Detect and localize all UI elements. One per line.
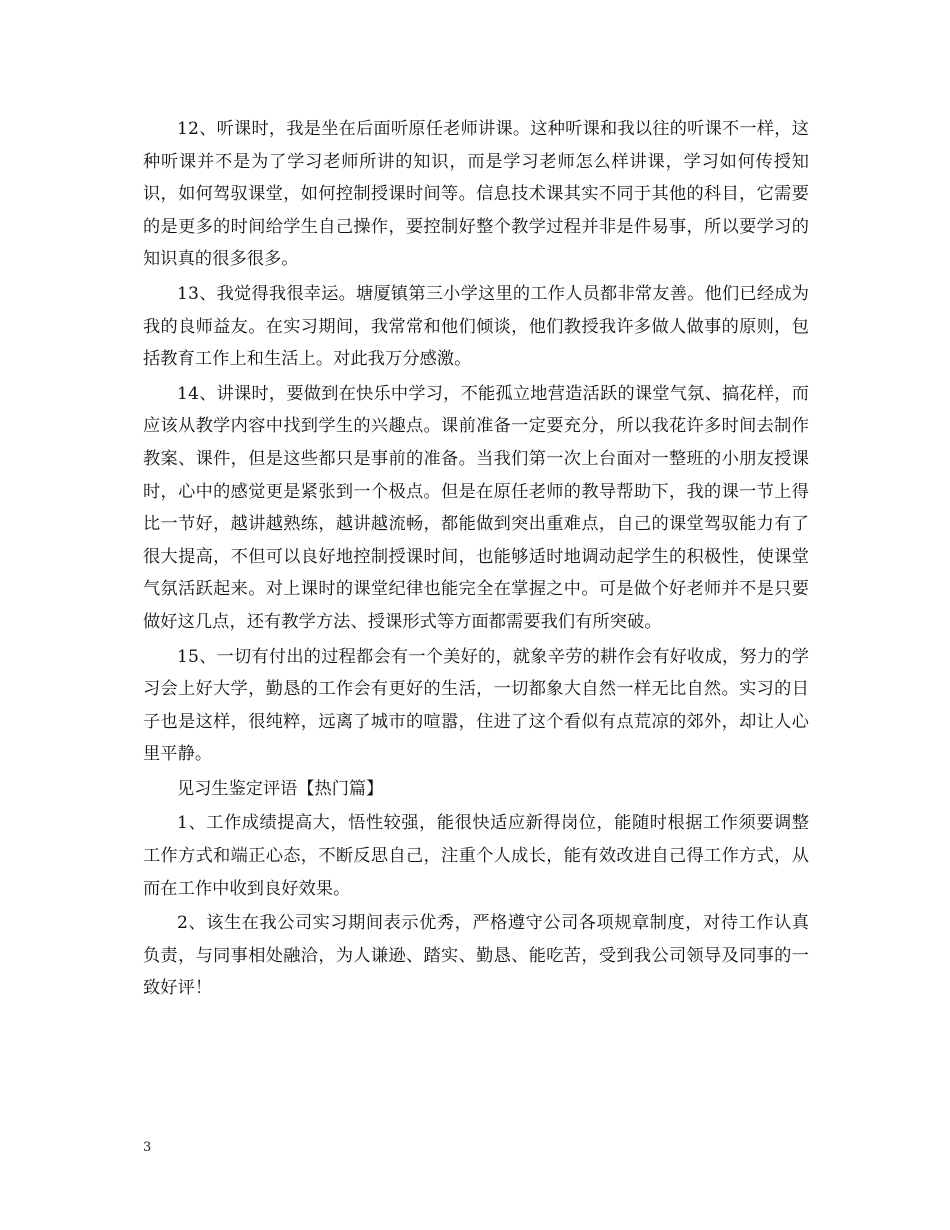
paragraph-14: 14、讲课时，要做到在快乐中学习，不能孤立地营造活跃的课堂气氛、搞花样，而应该从教学内容中找到学生的兴趣点。课前准备一定要充分，所以我花许多时间去制作教案、课件，但是这些都只是事前的准备。当我们第一次上台面对一整班的小朋友授课时，心中的感觉更是紧张到一个极点。但是在原任老师的教导帮助下，我的课一节上得比一节好，越讲越熟练，越讲越流畅，都能做到突出重难点，自己的课堂驾驭能力有了很大提高，不但可以良好地控制授课时间，也能够适时地调动起学生的积极性，使课堂气氛活跃起来。对上课时的课堂纪律也能完全在掌握之中。可是做个好老师并不是只要做好这几点，还有教学方法、授课形式等方面都需要我们有所突破。 bbox=[143, 383, 809, 632]
paragraph-13: 13、我觉得我很幸运。塘厦镇第三小学这里的工作人员都非常友善。他们已经成为我的良师益友。在实习期间，我常常和他们倾谈，他们教授我许多做人做事的原则，包括教育工作上和生活上。对此我万分感激。 bbox=[143, 283, 809, 370]
paragraph-15: 15、一切有付出的过程都会有一个美好的，就象辛劳的耕作会有好收成，努力的学习会上好大学，勤恳的工作会有更好的生活，一切都象大自然一样无比自然。实习的日子也是这样，很纯粹，远离了城市的喧嚣，住进了这个看似有点荒凉的郊外，却让人心里平静。 bbox=[143, 646, 809, 765]
evaluation-item-2: 2、该生在我公司实习期间表示优秀，严格遵守公司各项规章制度，对待工作认真负责，与同事相处融洽，为人谦逊、踏实、勤恳、能吃苦，受到我公司领导及同事的一致好评！ bbox=[143, 913, 809, 999]
paragraph-12: 12、听课时，我是坐在后面听原任老师讲课。这种听课和我以往的听课不一样，这种听课并不是为了学习老师所讲的知识，而是学习老师怎么样讲课，学习如何传授知识，如何驾驭课堂，如何控制授课时间等。信息技术课其实不同于其他的科目，它需要的是更多的时间给学生自己操作，要控制好整个教学过程并非是件易事，所以要学习的知识真的很多很多。 bbox=[143, 119, 809, 270]
document-body bbox=[143, 113, 809, 1005]
page-number: 3 bbox=[143, 1140, 152, 1155]
section-heading: 见习生鉴定评语【热门篇】 bbox=[177, 778, 384, 799]
evaluation-item-1: 1、工作成绩提高大，悟性较强，能很快适应新得岗位，能随时根据工作须要调整工作方式和端正心态，不断反思自己，注重个人成长，能有效改进自己得工作方式，从而在工作中收到良好效果。 bbox=[143, 813, 809, 899]
